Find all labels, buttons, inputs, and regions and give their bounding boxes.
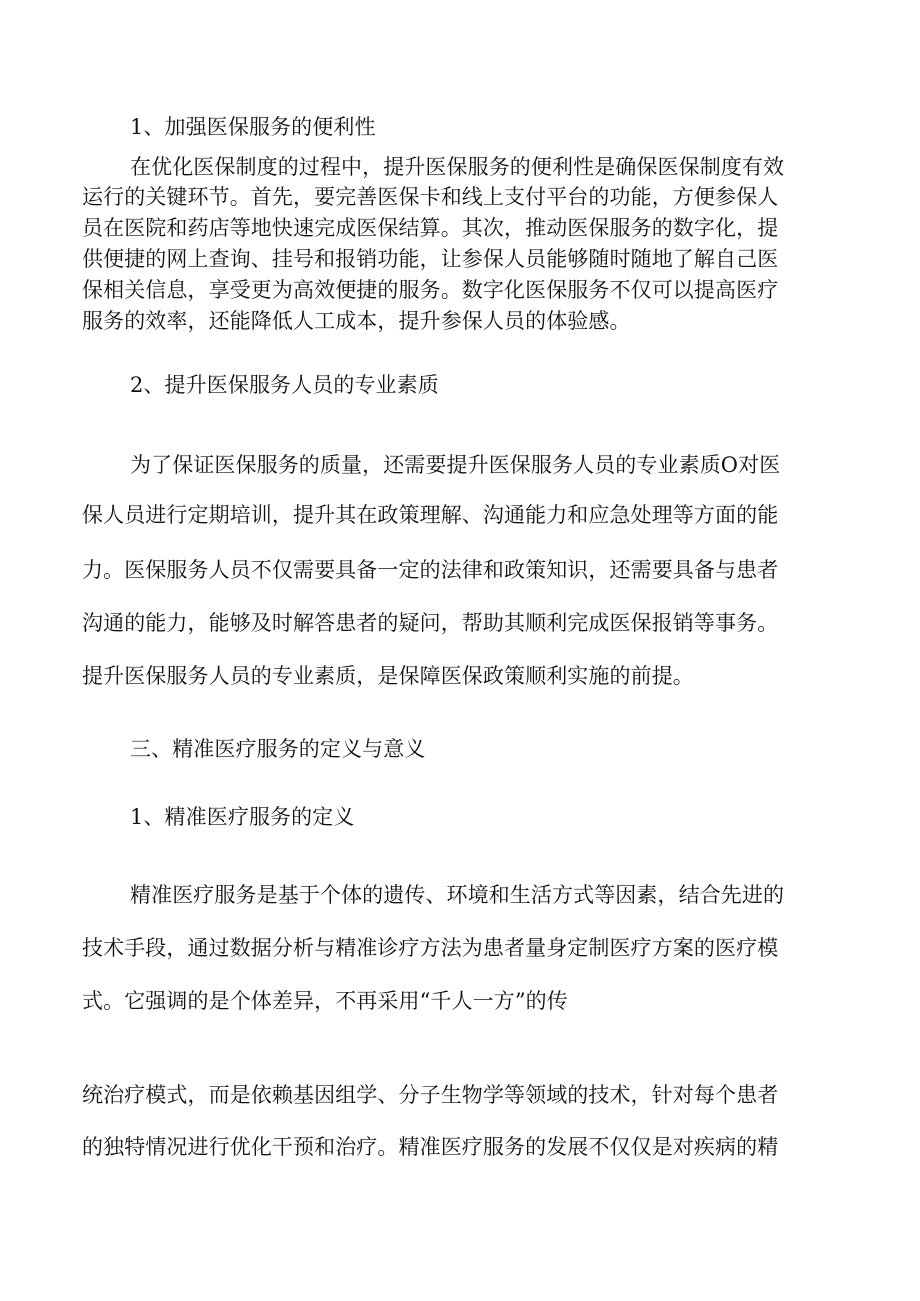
paragraph-line: 技术手段，通过数据分析与精准诊疗方法为患者量身定制医疗方案的医疗模 xyxy=(82,936,779,960)
paragraph-line: 沟通的能力，能够及时解答患者的疑问，帮助其顺利完成医保报销等事务。 xyxy=(82,611,779,635)
paragraph-line: 力。医保服务人员不仅需要具备一定的法律和政策知识，还需要具备与患者 xyxy=(82,558,779,582)
paragraph-line: 的独特情况进行优化干预和治疗。精准医疗服务的发展不仅仅是对疾病的精 xyxy=(82,1135,779,1159)
paragraph-line: 服务的效率，还能降低人工成本，提升参保人员的体验感。 xyxy=(82,309,631,333)
paragraph-line: 提升医保服务人员的专业素质，是保障医保政策顺利实施的前提。 xyxy=(82,664,694,688)
paragraph-line: 保相关信息，享受更为高效便捷的服务。数字化医保服务不仅可以提高医疗 xyxy=(82,278,779,302)
paragraph-line: 保人员进行定期培训，提升其在政策理解、沟通能力和应急处理等方面的能 xyxy=(82,503,779,527)
chapter-heading: 三、精准医疗服务的定义与意义 xyxy=(130,737,426,761)
section-heading: 1、加强医保服务的便利性 xyxy=(130,115,376,139)
paragraph-line: 精准医疗服务是基于个体的遗传、环境和生活方式等因素，结合先进的 xyxy=(130,883,785,907)
section-heading: 2、提升医保服务人员的专业素质 xyxy=(130,373,439,397)
paragraph-line: 员在医院和药店等地快速完成医保结算。其次，推动医保服务的数字化，提 xyxy=(82,216,779,240)
paragraph-line: 为了保证医保服务的质量，还需要提升医保服务人员的专业素质O对医 xyxy=(130,453,781,477)
paragraph-line: 在优化医保制度的过程中，提升医保服务的便利性是确保医保制度有效 xyxy=(130,155,785,179)
paragraph-line: 统治疗模式，而是依赖基因组学、分子生物学等领域的技术，针对每个患者 xyxy=(82,1083,779,1107)
section-heading: 1、精准医疗服务的定义 xyxy=(130,805,355,829)
paragraph-line: 式。它强调的是个体差异，不再采用“千人一方”的传 xyxy=(82,989,568,1013)
paragraph-line: 运行的关键环节。首先，要完善医保卡和线上支付平台的功能，方便参保人 xyxy=(82,185,779,209)
paragraph-line: 供便捷的网上查询、挂号和报销功能，让参保人员能够随时随地了解自己医 xyxy=(82,247,779,271)
